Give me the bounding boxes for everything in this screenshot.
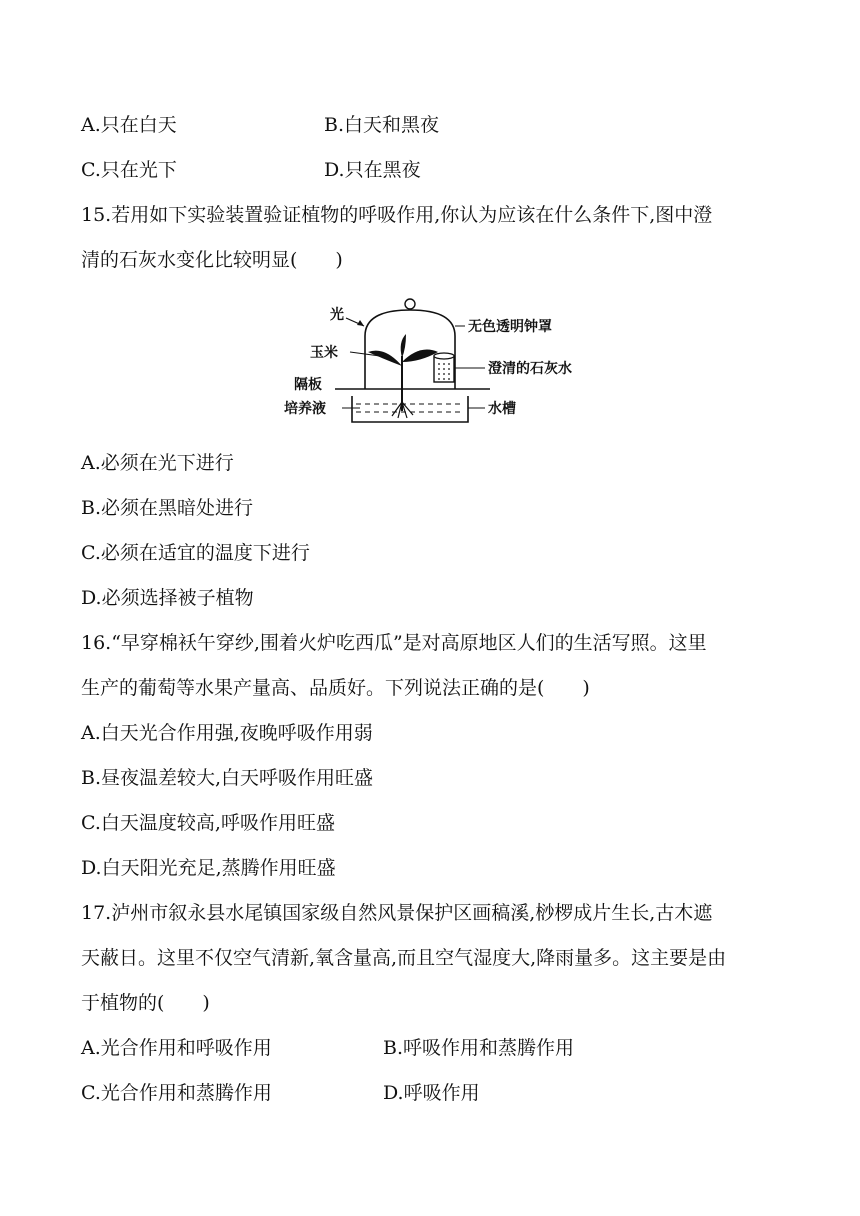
q16-option-b: B.昼夜温差较大,白天呼吸作用旺盛 <box>81 767 374 789</box>
label-culture: 培养液 <box>284 401 326 417</box>
q14-option-a: A.只在白天 <box>81 114 177 136</box>
q14-option-b: B.白天和黑夜 <box>324 114 440 136</box>
q15-option-a: A.必须在光下进行 <box>81 452 234 474</box>
q15-option-c: C.必须在适宜的温度下进行 <box>81 542 310 564</box>
q15-stem-line1: 15.若用如下实验装置验证植物的呼吸作用,你认为应该在什么条件下,图中澄 <box>81 204 713 226</box>
q17-option-d: D.呼吸作用 <box>383 1082 480 1104</box>
q16-option-a: A.白天光合作用强,夜晚呼吸作用弱 <box>81 722 373 744</box>
label-partition: 隔板 <box>294 377 322 393</box>
bell-jar-knob <box>405 299 415 309</box>
corn-leaf-top <box>401 334 406 358</box>
corn-leaf-left <box>368 351 402 366</box>
label-tank: 水槽 <box>488 401 516 417</box>
q16-stem-line1: 16.“早穿棉袄午穿纱,围着火炉吃西瓜”是对高原地区人们的生活写照。这里 <box>81 632 707 654</box>
label-limewater: 澄清的石灰水 <box>488 361 572 377</box>
q16-stem-line2: 生产的葡萄等水果产量高、品质好。下列说法正确的是( ) <box>81 677 590 699</box>
label-corn: 玉米 <box>310 345 338 361</box>
q14-option-d: D.只在黑夜 <box>324 159 421 181</box>
q17-stem-line2: 天蔽日。这里不仅空气清新,氧含量高,而且空气湿度大,降雨量多。这主要是由 <box>81 947 727 969</box>
experiment-diagram <box>280 296 600 432</box>
q15-option-b: B.必须在黑暗处进行 <box>81 497 254 519</box>
q17-option-a: A.光合作用和呼吸作用 <box>81 1037 272 1059</box>
label-light: 光 <box>330 307 344 323</box>
q17-stem-line3: 于植物的( ) <box>81 992 210 1014</box>
q15-stem-line2: 清的石灰水变化比较明显( ) <box>81 249 343 271</box>
water-tank-shape <box>352 396 468 422</box>
q16-option-c: C.白天温度较高,呼吸作用旺盛 <box>81 812 335 834</box>
q17-stem-line1: 17.泸州市叙永县水尾镇国家级自然风景保护区画稿溪,桫椤成片生长,古木遮 <box>81 902 713 924</box>
q17-option-c: C.光合作用和蒸腾作用 <box>81 1082 272 1104</box>
corn-leaf-right <box>402 350 438 362</box>
q14-option-c: C.只在光下 <box>81 159 177 181</box>
label-bell-jar: 无色透明钟罩 <box>468 319 552 335</box>
q16-option-d: D.白天阳光充足,蒸腾作用旺盛 <box>81 857 336 879</box>
q17-option-b: B.呼吸作用和蒸腾作用 <box>383 1037 575 1059</box>
q15-option-d: D.必须选择被子植物 <box>81 587 254 609</box>
